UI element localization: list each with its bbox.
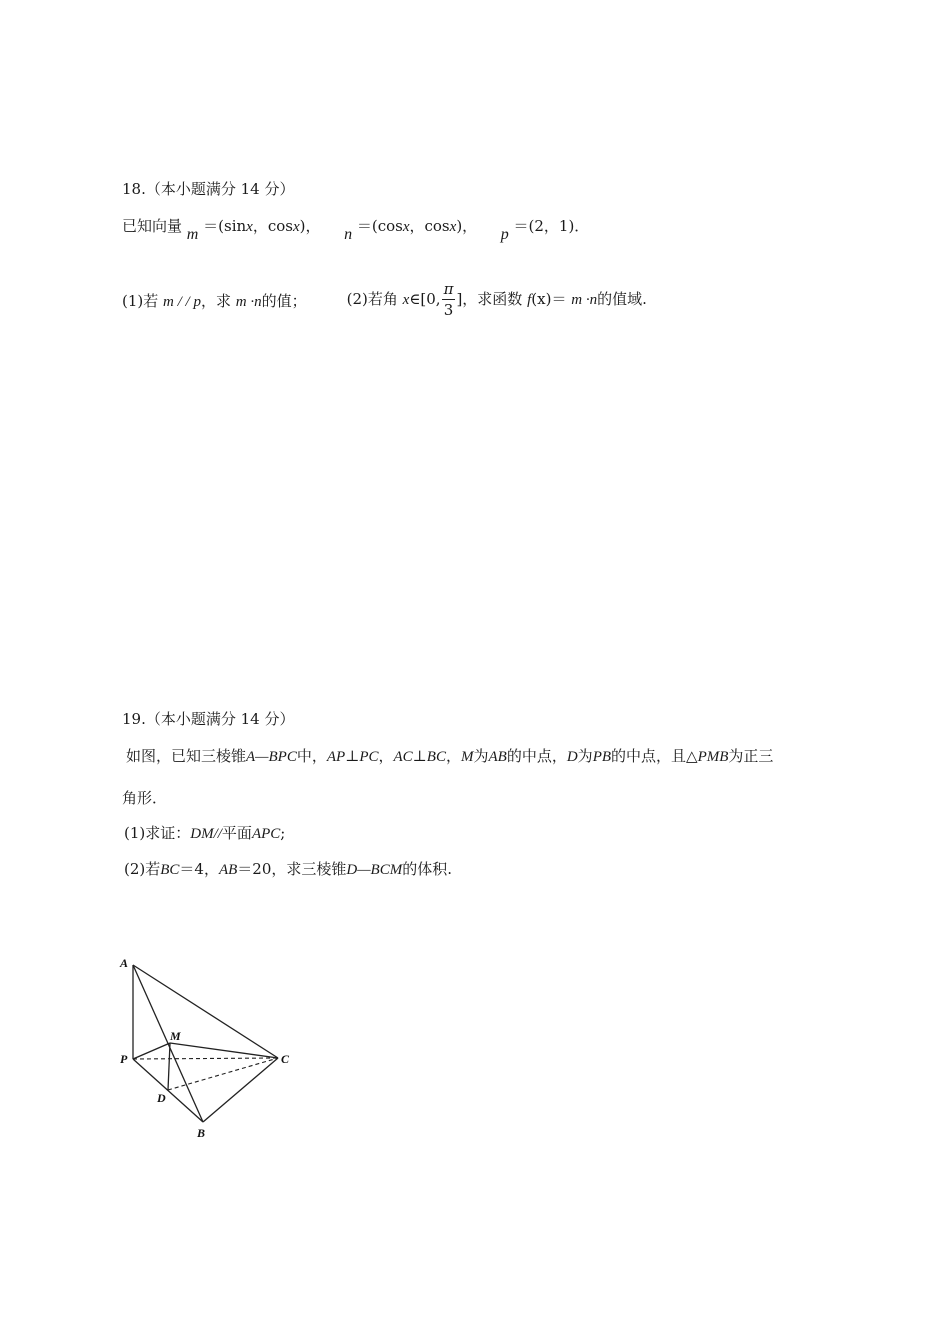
label-P: P <box>120 1052 128 1066</box>
vector-n: n <box>344 226 353 243</box>
q18-part2: (2)若角 x∈[0, $\frac{\pi}{3}$ ]，求函数 f(x)＝ m ·n的值域. <box>346 280 647 319</box>
vector-n-expr: ＝(cosx，cosx)， <box>356 217 478 235</box>
q19-part1: (1)求证：DM//平面APC; <box>124 824 286 842</box>
edge-MC <box>170 1043 278 1058</box>
vector-p: p <box>500 226 509 243</box>
edge-MD <box>168 1043 170 1090</box>
edge-PC-hidden <box>133 1058 278 1059</box>
q18-parts-line <box>122 278 647 322</box>
label-A: A <box>120 956 129 970</box>
label-B: B <box>197 1126 206 1140</box>
label-M: M <box>170 1029 181 1043</box>
q18-intro: 已知向量 <box>122 217 183 235</box>
q19-header: 19.（本小题满分 14 分） <box>122 710 295 728</box>
q18-header: 18.（本小题满分 14 分） <box>122 180 295 198</box>
q18-part1: (1)若 m / / p，求 m ·n的值； <box>122 291 307 310</box>
q18-given-line <box>122 215 590 243</box>
vector-m-expr: ＝(sinx，cosx)， <box>203 217 321 235</box>
pyramid-hidden-edges <box>133 1058 278 1090</box>
edge-PM <box>133 1043 170 1059</box>
pyramid-edges <box>133 965 278 1122</box>
q19-part2: (2)若BC＝4，AB＝20，求三棱锥D—BCM的体积. <box>124 860 453 878</box>
label-D: D <box>157 1091 166 1105</box>
vector-m: m <box>186 226 199 243</box>
edge-BC <box>203 1058 278 1122</box>
q19-statement-line2: 角形． <box>122 789 168 807</box>
edge-AC <box>133 965 278 1058</box>
pyramid-figure <box>100 945 320 1145</box>
edge-DC-hidden <box>168 1058 278 1090</box>
q19-statement-line1: 如图，已知三棱锥A—BPC中，AP⊥PC，AC⊥BC，M为AB的中点，D为PB的中点，且△PMB为正三 <box>126 747 774 765</box>
label-C: C <box>281 1052 290 1066</box>
vector-p-expr: ＝(2，1)． <box>513 217 590 235</box>
pi-over-three-fraction: $\frac{\pi}{3}$ <box>443 280 454 319</box>
edge-PB <box>133 1059 203 1122</box>
